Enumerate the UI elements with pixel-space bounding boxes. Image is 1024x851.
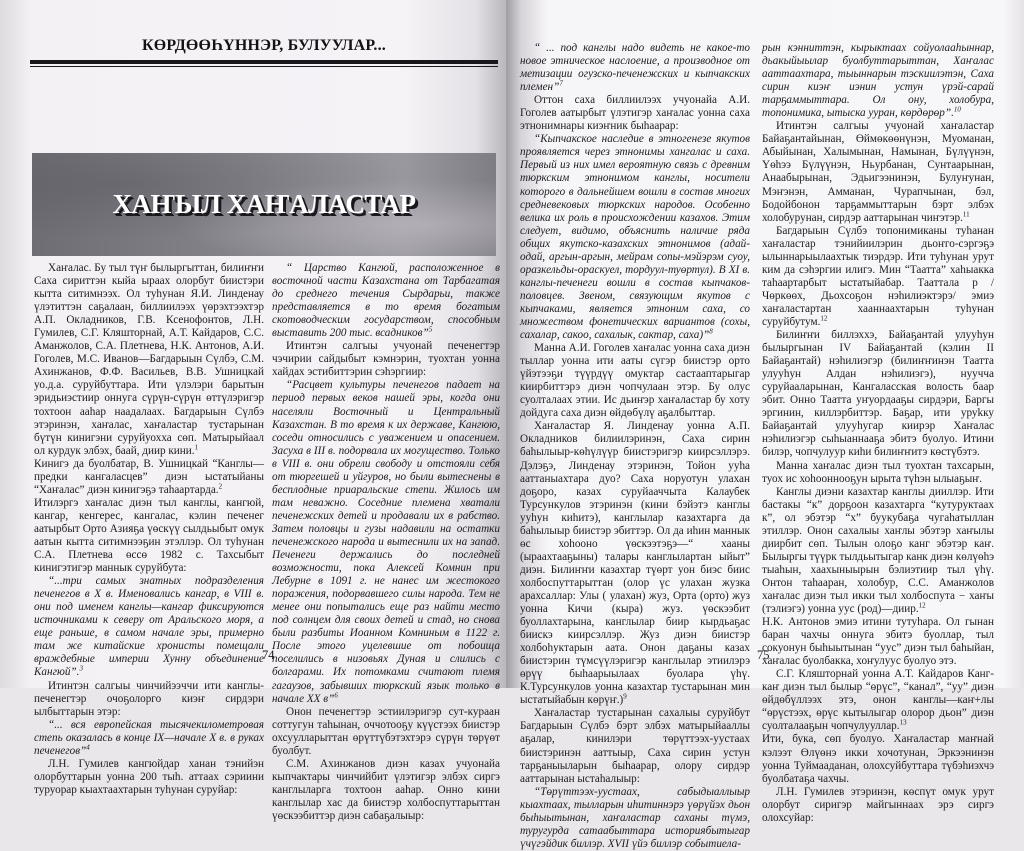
paragraph-text: “ Царство Кангюй, расположенное в восточной части Казахстана от Тарбагатая до среднего течения Сырдарьи, также представляется в то время богатым скотоводческим государством, способным выставить 200 тыс. всадников”	[272, 262, 500, 340]
chapter-title: ХАҤЫЛ ХАҤАЛАСТАР	[112, 189, 416, 219]
footnote-marker[interactable]: 4	[86, 743, 90, 751]
chapter-banner	[32, 153, 496, 256]
paragraph-text: Л.Н. Гумилев этэринэн, көспүт омук урут олорбут сиригэр майгыннаах эрэ сиргэ олохсуйар:	[762, 785, 994, 824]
quotation-paragraph	[34, 575, 264, 679]
running-head-text: КӨРДӨӨҺҮННЭР, БУЛУУЛАР...	[141, 37, 386, 54]
body-paragraph	[520, 420, 750, 707]
body-paragraph	[34, 458, 264, 497]
body-paragraph	[520, 707, 750, 785]
header-rule-thick	[30, 60, 498, 64]
footnote-marker[interactable]: 5	[428, 325, 433, 334]
left-page-column-1	[34, 262, 264, 797]
footnote-marker[interactable]: 12	[918, 601, 926, 610]
footnote-marker[interactable]: 9	[623, 692, 627, 701]
paragraph-text: Итинтэн салгыы учуонай хаҥаластар Байаҕантайынан, Өймөкөөнүнэн, Муоманан, Абыйынан, Халымынан, Намынан, Бүлүүнэн, Үөһээ Бүлүүнэн, Ньурбанан, Сунтаарынан, Анаабырынан, Эдьигээнинэн, Булуҥунан, Мэҥэнэн, Амманан, Чурапчынан, бэл, Бодойбонон тарҕаммыттарын бэрт элбэх холобурунан, сирдэр ааттарынан чиҥэтэр.	[762, 120, 994, 224]
paragraph-text: Хаҥаластар Я. Линденау уонна А.П. Окладников билиилэринэн, Саха сирин баһылыыр-көһүлүүр биистэригэр киирсэллэрэ. Дэлэҕэ, Линденау этэринэн, Тойон ууһа ааттаныахтара дуо? Саха норуотун улахан доҕоро, казах суруйааччыта Калаубек Турсункулов этэринэн (кини бэйэтэ канглы ууһун киһитэ), канглылар казахтарга да баһылыыр биистэр эбиттэр. Ол да иһин маннык өс хоһооно үөскээтэҕэ—“ хааны (ыраахтааҕыны) талары канглылартан ыйыт” диэн. Билиҥҥи казахтар түөрт уон биэс биис холбоспуттарыттан (олор үс улахан жузка арахсаллар: Улы ( улахан) жуз, Орта (орто) жуз уонна Кичи (кыра) жуз. үөскээбит буоллахтарына, канглылар биир кырдьаҕас биискэ киирсэллэр. Жуз диэн биистэр холбоһуктарын аата. Онон даҕаны казах биистэрин түмсүүлэригэр канглылар этиилэрэ өрүү быһаарыылаах буолара үһү. К.Турсункулов уонна казахтар тустарынан мин ыстатыйабын көрүҥ.)	[520, 420, 750, 707]
right-page	[506, 0, 1024, 850]
paragraph-text: Онон печенегтэр эстиилэригэр сут-кураан соттугун таһынан, оччотооҕу күүстээх биистэр охсуулларыттан өрүттүбэтэхтэрэ сүрүн төрүөт буолбут.	[272, 705, 500, 757]
paragraph-text: С.Г. Кляшторнай уонна А.Т. Кайдаров Канг-каҥ диэн тыл былыр “өрүс”, “канал”, “уу” диэн өйдөбүллээх этэ, онон канглы—каҥ+лы “өрүстээх, өрүс кытылыгар олорор дьон” диэн суолталааҕын чопчулууллар.	[762, 668, 994, 733]
paragraph-text: Багдарыын Сүлбэ топонимиканы туһанан хаҥаластар тэнийиилэрин дьоҥго-сэргэҕэ ылыннарыылаахтык тиэрдэр. Ити туһунан урут ким да сэһэргии илигэ. Мин “Таатта” хаһыакка таһаартарбыт ыстатыйабар. Тааттала р /Чөркөөх, Дьохсоҕон нэһилиэктэрэ/ эмиэ хаҥаластартан хааннаахтарын туһунан суруйбутум.	[762, 224, 994, 328]
paragraph-text: “... вся европейская тысячекилометровая степь оказалась в конце IX—начале X в. в руках печенегов”	[34, 718, 264, 757]
body-paragraph	[762, 786, 994, 825]
right-page-column-1	[520, 42, 750, 851]
paragraph-text: “ ... под канглы надо видеть не какое-то новое этническое наслоение, а производное от метизации огузско-печенежских и кыпчакских племен”	[520, 42, 750, 94]
body-paragraph	[34, 497, 264, 575]
paragraph-text: “Расцвет культуры печенегов падает на период первых веков нашей эры, когда они населяли Восточный и Центральный Казахстан. В то время к их державе, Кангюю, соседи относились с уважением и опасением. Засуха в III в. подорвала их могущество. Только в VIII в. они обрели свободу и отстояли себя от тюргешей и уйгуров, но были вытеснены в бесплодные приаральские степи. Жилось им там неважно. Соседние племена хватали печенежских детей и продавали их в рабство. Затем половцы и гузы надавили на остатки печенежского народа и вытеснили их на запад. Печенеги держались до последней возможности, пока Алексей Комнин при Лебурне в 1091 г. не нанес им жестокого поражения, подорвавшего силы народа. Тем не менее они попытались еще раз найти место под солнцем для своих детей и стад, но снова были разбиты Иоанном Комниным в 1122 г. После этого уцелевшие от побоища поселились в низовьях Дуная и слились с болгарами. Их потомками считают племя гагаузов, забывших тюркский язык только в начале XX в”	[272, 379, 500, 705]
body-paragraph	[34, 758, 264, 797]
footnote-marker[interactable]: 13	[899, 718, 907, 727]
running-head	[30, 37, 498, 67]
paragraph-text: Н.К. Антонов эмиэ итини тутуһара. Ол гынан баран чахчы оннуга эбитэ буоллар, тыл сокуонун быһыытынан “уус” диэн тыл баһыйан, хаҥалас буолбакка, хоҥулуус буолуо этэ.	[762, 616, 994, 668]
footnote-marker[interactable]: 11	[962, 209, 970, 218]
body-paragraph	[272, 706, 500, 758]
body-paragraph	[762, 733, 994, 785]
footnote-marker[interactable]: 6	[334, 690, 338, 699]
quotation-paragraph	[34, 719, 264, 758]
paragraph-text: Хаҥаластар тустарынан сахалыы суруйбут Багдарыын Сүлбэ бэрт элбэх матырыйааллы аҕалар, кинилэри төрүттээх-уустаах биистэринэн ааттыыр, Саха сирин устун тарҕаныыларын быһаарар, олору сирдэр ааттарынан ыстаһалыыр:	[520, 707, 750, 785]
paragraph-text: Итинтэн салгыы учуонай печенегтэр чэчирии сайдыбыт кэмнэрин, туохтан уонна хайдах эстибиттэрин сэһэргиир:	[272, 340, 500, 379]
paragraph-text: “Кыпчакское наследие в этногенезе якутов проявляется через этнонимы хангалас и саха. Первый из них имел вероятную связь с древним тюркским этнонимом канглы, носители которого в дальнейшем вошли в состав многих средневековых тюркских народов. Особенно велика их роль в происхождении казахов. Этим следует, видимо, объяснить наличие ряда общих якутско-казахских этнонимов (адай-одай, аргын-аргын, мейрам сопы-мэйэрэм суоу, оразкельды-ораскуел, тордуул-туөртул). В XI в. канглы-печенеги вошли в состав кыпчаков-половцев. Звеном, связующим якутов с кыпчаками, является этноним саха, со множеством фонетических вариантов (сохы, сахалар, сакоо, сахалык, сактар, саха)”	[520, 133, 750, 342]
paragraph-text: Билиҥҥи биллэххэ, Байаҕантай улууһун былыргынан IV Байаҕантай (кэлин II Байаҕантай) нэһилиэгэр (билиҥҥинэн Таатта улууһун Алдан нэһилиэгэ), нуучча суруйааларынан, Кангаласская волость баар эбит. Онно Таатта уҥуордааҕы сирдэри, Баргы эргинин, киллэрбиттэр. Баҕар, ити уруkку Байаҕантай улууһугар киирэр Хаҥалас нэһилиэгэр сыһыаннааҕа эбитэ буолуо. Итини билэр, чопчулуур киһи билиҥҥитэ көстүбэтэ.	[762, 329, 994, 459]
paragraph-text: Оттон саха биллиилээх учуонайа А.И. Гоголев аатырбыт үлэтигэр хаҥалас уонна саха этнонимнары киэҥник быһаарар:	[520, 94, 750, 133]
body-paragraph	[520, 342, 750, 420]
quotation-paragraph	[272, 379, 500, 705]
footnote-marker[interactable]: 7	[559, 79, 563, 88]
paragraph-text: Ити, бука, сөп буолуо. Хаҥаластар маҥнай кэлээт Өлүөнэ икки хочотунан, Эркээнинэн уонна Туймааданан, олохсуйбуттара түбэһиэхчэ буолбатаҕа чахчы.	[762, 733, 994, 785]
paragraph-text: Итилэргэ хаҥалас диэн тыл канглы, кангюй, кангар, кенгерес, кангалас, кэлин печенег аатырбыт Орто Азияҕа үөскүү сылдьыбыт омук аатын кытта ситимнээҕин этэллэр. Ол туһунан С.А. Плетнева өссө 1982 с. Тахсыбыт кинигэтигэр маннык суруйбута:	[34, 496, 264, 575]
body-paragraph	[272, 340, 500, 379]
page-number-right: 75	[757, 648, 770, 662]
left-page	[0, 0, 506, 822]
body-paragraph	[762, 329, 994, 459]
footnote-marker[interactable]: 8	[709, 327, 713, 336]
paragraph-text: Манна А.И. Гоголев хаҥалас уонна саха диэн тыллар уонна ити ааты сүгэр биистэр орто үйэтээҕи түүрдүү омуктар састааптарыгар киирбиттэрэ диэн чопчулаан этэр. Бу олус суолталаах этии. Ис дьиҥэр хаҥаластар бу хоту дойдуга саха диэн өйдөбүлү аҕалбыттар.	[520, 342, 750, 420]
quotation-paragraph	[520, 42, 750, 94]
body-paragraph	[34, 262, 264, 458]
paragraph-text: Итинтэн салгыы чинчийээччи ити канглы-печенегтэр очоҕолорго киэҥ сирдэри ылбыттарын этэр:	[34, 679, 264, 718]
left-page-column-2	[272, 262, 500, 823]
footnote-marker[interactable]: 3	[79, 664, 83, 673]
body-paragraph	[520, 94, 750, 133]
paragraph-text: рын кэнниттэн, кырыктаах сойуолааһыннар, дьакыйыылар буолбуттарыттан, Хаҥалас ааттаахтара, тыыннарын тэскиилэтэн, Саха сирин киэҥ иэнин устун үрэй-сарай тарҕаммыттара. Ол ону, холобура, топонимика, ытыска ууран, көрдөрөр”.	[762, 42, 994, 120]
footnote-marker[interactable]: 12	[820, 314, 828, 323]
body-paragraph	[762, 460, 994, 486]
paragraph-text: “...три самых знатных подразделения печенегов в X в. Именовались кангар, в VIII в. они под именем канглы—кангар фиксируются источниками к северу от Аральского моря, а еще раньше, в самом начале эры, примерно там же китайские хронисты помещали враждебные империи Хунну объединение Кангюй”.	[34, 575, 264, 679]
body-paragraph	[272, 758, 500, 823]
paragraph-text: Канглы диэни казахтар канглы дииллэр. Ити бастакы “к” дорҕоон казахтарга “кутуруктаах к”, ол эбэтэр “х” буукубаҕа чугаһатыллан этиллэр. Онон сахалыы хаҥлы эбэтэр хаҥылы диирбит сөп. Тылын олоҕо канг эбэтэр каҥ. Былыргы түүрк тылдьытыгар канк диэн көлүөһэ тыаһын, хаахыныырын бэлиэтиир тыл үһү. Онтон таһааран, холобур, С.С. Аманжолов хаҥалас диэн тыл икки тыл холбоспута − хаҥы (тэлиэгэ) уонна уус (род)—диир.	[762, 485, 994, 616]
paragraph-text: Кинигэ да буолбатар, В. Ушницкай “Канглы—предки кангаласцев” диэн ыстатыйаны “Хаҥалас” диэн кинигэҕэ таһаартарда.	[34, 457, 264, 496]
paragraph-text: Хаҥалас. Бу тыл түҥ былыргыттан, билиҥҥи Саха сириттэн кыйа ыраах олорбут биистэри кытта ситимнээх. Ол туһунан Я.И. Линденау үлэтиттэн саҕалаан, биллиилээх үөрэхтээхтэр А.П. Окладников, Г.В. Ксенофонтов, Л.Н. Гумилев, С.Г. Кляшторнай, А.Т. Кайдаров, С.С. Аманжолов, С.А. Плетнева, Н.К. Антонов, А.И. Гоголев, М.С. Иванов—Багдарыын Сүлбэ, С.М. Ахинжанов, Ф.Ф. Васильев, В.В. Ушницкай уо.д.а. суруйбуттара. Ити үлэлэри барытын эридьиэстиир оннуга сүрүн-сүрүн өттүлэригэр тохтоон ааһар наадалаах. Багдарыын Сүлбэ этэринэн, хаҥалас, хаҥаластар тустарынан бүтүн кинигэни суруйуохха сөп. Матырыйаал ол курдук элбэх, баай, диир кини.	[34, 262, 264, 457]
body-paragraph	[762, 225, 994, 329]
page-number-left: 74	[262, 648, 275, 662]
header-rule-thin	[30, 66, 498, 67]
paragraph-text: Л.Н. Гумилев кангюйдар ханан тэнийэн олорбуттарын уонна 200 тыһ. аттаах сэриини туруорар кыахтаахтарын туһунан суруйар:	[34, 757, 264, 796]
quotation-paragraph	[762, 42, 994, 120]
footnote-marker[interactable]: 2	[218, 482, 223, 491]
body-paragraph	[762, 616, 994, 668]
footnote-marker[interactable]: 10	[953, 105, 961, 114]
right-page-column-2	[762, 42, 994, 825]
body-paragraph	[762, 486, 994, 616]
body-paragraph	[34, 680, 264, 719]
quotation-paragraph	[272, 262, 500, 340]
quotation-paragraph	[520, 786, 750, 851]
paragraph-text: “Төрүттээх-уустаах, сабыдыаллыыр кыахтаах, тылларын иһитиннэрэ үөрүйэх дьон быһыытынан, хаҥаластар саханы түмэ, туругурда сатаабыттара историябытыгар үчүгэйдик биллэр. XVII үйэ биллэр событиела-	[520, 785, 750, 850]
paragraph-text: С.М. Ахинжанов диэн казах учуонайа кыпчактары чинчийбит үлэтигэр элбэх сиргэ канглыларга тохтоон ааһар. Онно кини канглылар хас да биистэр холбоспуттарыттан үөскээбиттэр диэн сабаҕалыыр:	[272, 757, 500, 822]
paragraph-text: Манна хаҥалас диэн тыл туохтан тахсарын, туох ис хоһооннооҕун ырыта түһэн ылыаҕыҥ.	[762, 459, 994, 485]
body-paragraph	[762, 120, 994, 224]
quotation-paragraph	[520, 133, 750, 342]
footnote-marker[interactable]: 1	[194, 442, 199, 451]
body-paragraph	[762, 668, 994, 733]
